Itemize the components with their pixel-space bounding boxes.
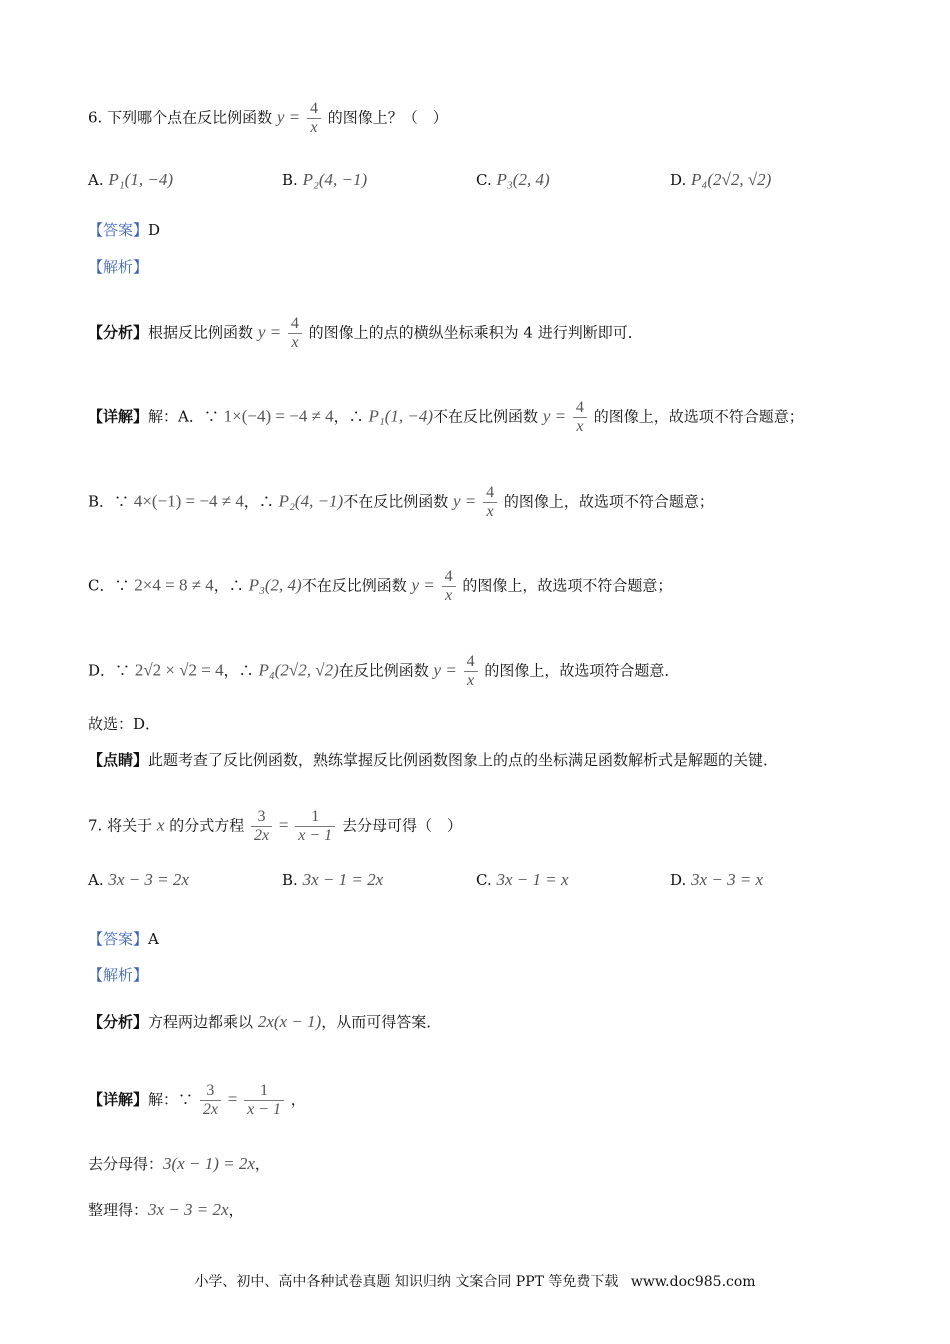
page-footer bbox=[0, 1271, 950, 1291]
q6-y-eq: y = bbox=[276, 107, 301, 127]
q6-fraction: $\frac{4}{x}$ bbox=[307, 100, 321, 137]
q7-option-d: D. 3x − 3 = x bbox=[670, 870, 764, 889]
q7-option-c: C. 3x − 1 = x bbox=[476, 870, 569, 889]
q7-option-a: A. 3x − 3 = 2x bbox=[88, 870, 189, 889]
q7-detail-fraction-right: $\frac{1}{x - 1}$ bbox=[244, 1082, 284, 1119]
q6-detail-c-fraction: $\frac{4}{x}$ bbox=[442, 568, 456, 605]
q6-detail-d-fraction: $\frac{4}{x}$ bbox=[464, 653, 478, 690]
q7-fenxi: 【分析】方程两边都乘以 2x(x − 1)，从而可得答案． bbox=[88, 1012, 442, 1031]
q7-stem: 7. 将关于 x 的分式方程 $\frac{3}{2x}$ = $\frac{1}{x - 1}$ 去分母可得（ ） bbox=[88, 808, 462, 844]
q6-option-c: C. P₃(2, 4) bbox=[476, 170, 550, 189]
q6-analysis: 【解析】 bbox=[88, 258, 149, 276]
footer-link[interactable]: www.doc985.com bbox=[630, 1274, 756, 1290]
q6-option-d: D. P₄(2√2, √2) bbox=[670, 170, 772, 189]
q7-detail-fraction-left: $\frac{3}{2x}$ bbox=[200, 1082, 221, 1119]
q6-dianjing: 【点睛】此题考查了反比例函数，熟练掌握反比例函数图象上的点的坐标满足函数解析式是解题的关键． bbox=[88, 751, 779, 769]
q7-step2: 整理得：3x − 3 = 2x， bbox=[88, 1200, 244, 1219]
q6-detail-c: C．∵ 2×4 = 8 ≠ 4，∴ P₃(2, 4)不在反比例函数 y = $\frac{4}{x}$ 的图像上，故选项不符合题意； bbox=[88, 568, 673, 604]
q6-detail-d: D．∵ 2√2 × √2 = 4，∴ P₄(2√2, √2)在反比例函数 y = $\frac{4}{x}$ 的图像上，故选项符合题意． bbox=[88, 653, 680, 689]
q6-stem bbox=[88, 100, 448, 137]
q6-fenxi-fraction: $\frac{4}{x}$ bbox=[288, 315, 302, 352]
q6-detail-a: 【详解】解：A．∵ 1×(−4) = −4 ≠ 4，∴ P₁(1, −4)不在反比例函数 y = $\frac{4}{x}$ 的图像上，故选项不符合题意； bbox=[88, 399, 804, 435]
q7-option-b: B. 3x − 1 = 2x bbox=[282, 870, 384, 889]
q7-analysis: 【解析】 bbox=[88, 966, 149, 984]
q6-option-b: B. P₂(4, −1) bbox=[282, 170, 368, 189]
q6-detail-b: B．∵ 4×(−1) = −4 ≠ 4，∴ P₂(4, −1)不在反比例函数 y = $\frac{4}{x}$ 的图像上，故选项不符合题意； bbox=[88, 484, 714, 520]
q6-stem-end: 的图像上？（ ） bbox=[327, 108, 448, 127]
q7-fraction-right: $\frac{1}{x - 1}$ bbox=[295, 808, 335, 845]
q7-fraction-left: $\frac{3}{2x}$ bbox=[251, 808, 272, 845]
footer-text: 小学、初中、高中各种试卷真题 知识归纳 文案合同 PPT 等免费下载 bbox=[194, 1274, 619, 1290]
q6-fenxi: 【分析】根据反比例函数 y = $\frac{4}{x}$ 的图像上的点的横纵坐标乘积为 4 进行判断即可． bbox=[88, 315, 643, 351]
q7-detail: 【详解】解：∵ $\frac{3}{2x}$ = $\frac{1}{x - 1}$ ， bbox=[88, 1082, 306, 1118]
q6-option-a: A. P₁(1, −4) bbox=[88, 170, 173, 189]
q6-answer: 【答案】D bbox=[88, 221, 161, 239]
q6-detail-b-fraction: $\frac{4}{x}$ bbox=[483, 484, 497, 521]
q7-answer: 【答案】A bbox=[88, 930, 159, 948]
q6-stem-text: 6. 下列哪个点在反比例函数 bbox=[88, 108, 273, 127]
q7-step1: 去分母得：3(x − 1) = 2x， bbox=[88, 1154, 270, 1173]
q6-detail-a-fraction: $\frac{4}{x}$ bbox=[573, 399, 587, 436]
q6-conclusion: 故选：D． bbox=[88, 715, 161, 733]
